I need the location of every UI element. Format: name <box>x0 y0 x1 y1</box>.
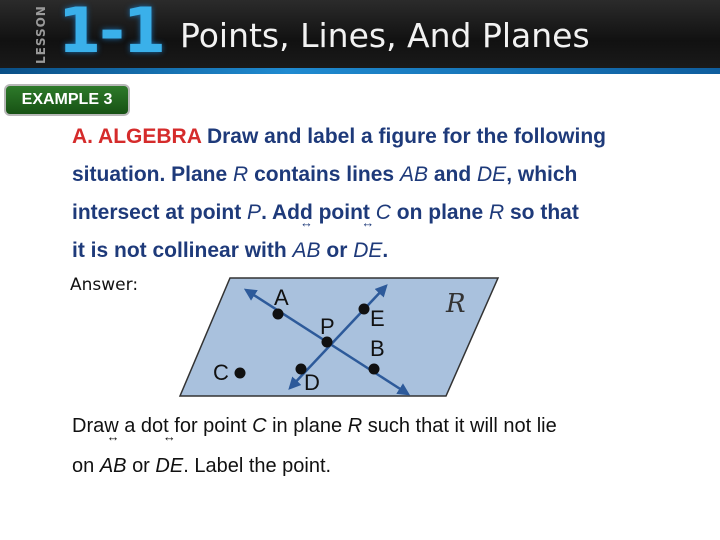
plane-diagram <box>170 276 510 406</box>
problem-text: so that <box>509 201 579 224</box>
point-variable: C <box>375 201 391 224</box>
problem-text: intersect at point <box>72 201 242 224</box>
problem-text: situation. Plane <box>72 163 228 186</box>
problem-text: . <box>382 239 389 262</box>
explanation-text: Draw a dot for point <box>72 415 247 437</box>
problem-line-4 <box>72 232 712 270</box>
plane-label: R <box>446 289 466 319</box>
explanation-text: such that it will not lie <box>367 415 557 437</box>
answer-explanation <box>72 406 712 486</box>
plane-variable: R <box>488 201 505 224</box>
plane-figure <box>170 276 510 406</box>
point-b <box>369 364 380 375</box>
lesson-title: Points, Lines, And Planes <box>180 16 590 55</box>
problem-statement <box>72 118 712 270</box>
line-notation: ↔ DE <box>155 446 183 486</box>
line-variable: AB <box>399 163 428 186</box>
label-c: C <box>213 360 229 385</box>
point-variable: P <box>247 201 262 224</box>
problem-text: , which <box>506 163 578 186</box>
problem-text: Draw and label a figure for the following <box>206 125 606 148</box>
plane-variable: R <box>233 163 249 186</box>
point-a <box>273 309 284 320</box>
plane-variable: R <box>347 415 363 437</box>
line-notation: ↔ AB <box>100 446 127 486</box>
problem-text: and <box>433 163 472 186</box>
lesson-tag: LESSON <box>34 5 48 65</box>
problem-text: it is not collinear with <box>72 239 287 262</box>
lesson-header <box>0 0 720 74</box>
problem-line-1 <box>72 118 712 156</box>
explanation-text: . Label the point. <box>183 455 332 477</box>
problem-line-2 <box>72 156 712 194</box>
point-e <box>359 304 370 315</box>
label-d: D <box>304 370 320 395</box>
header-stripe <box>0 68 720 74</box>
answer-label: Answer: <box>70 275 139 295</box>
point-c <box>235 368 246 379</box>
label-b: B <box>370 336 385 361</box>
problem-text: or <box>326 239 348 262</box>
explanation-text: or <box>132 455 150 477</box>
line-notation: ↔ AB <box>293 232 321 270</box>
explanation-text: on <box>72 455 95 477</box>
problem-lead: A. ALGEBRA <box>72 125 202 148</box>
problem-text: on plane <box>396 201 484 224</box>
label-e: E <box>370 306 385 331</box>
problem-text: contains lines <box>254 163 395 186</box>
point-variable: C <box>252 415 267 437</box>
label-a: A <box>274 285 289 310</box>
line-variable: DE <box>477 163 507 186</box>
label-p: P <box>320 314 335 339</box>
line-notation: ↔ DE <box>353 232 382 270</box>
lesson-number: 1-1 <box>58 0 165 67</box>
example-badge: EXAMPLE 3 <box>4 84 130 116</box>
explanation-text: in plane <box>272 415 343 437</box>
explanation-line-2 <box>72 446 712 486</box>
problem-line-3 <box>72 194 712 232</box>
problem-text: . Add point <box>261 201 370 224</box>
